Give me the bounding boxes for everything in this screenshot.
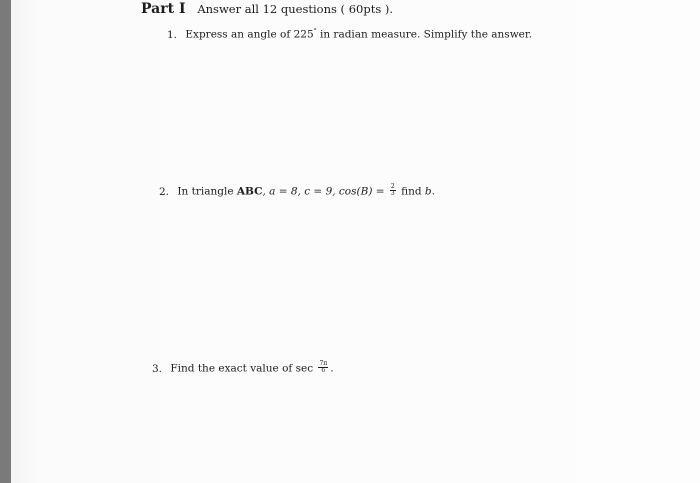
fraction-denominator: 3: [390, 190, 395, 197]
find-variable: b: [424, 185, 432, 198]
question-number: 3.: [152, 362, 163, 375]
question-number: 1.: [167, 28, 178, 41]
fraction: [318, 361, 328, 374]
document-page: [11, 0, 700, 483]
part-instructions: Answer all 12 questions ( 60pts ).: [197, 2, 394, 16]
fraction-numerator: 2: [390, 183, 395, 190]
question-number: 2.: [159, 185, 170, 198]
part-title: Part I: [141, 1, 186, 17]
fraction: [390, 184, 396, 197]
fraction-denominator: 6: [321, 367, 326, 374]
question-3: [152, 362, 334, 375]
given-values: , a = 8, c = 9, cos(B) =: [262, 185, 388, 198]
question-text: Find the exact value of sec: [170, 362, 317, 375]
part-header: [141, 1, 393, 17]
question-end: .: [330, 362, 334, 375]
left-edge-bar: [0, 0, 11, 483]
question-text-end: in radian measure. Simplify the answer.: [316, 28, 533, 41]
degree-symbol: °: [313, 28, 317, 35]
question-2: [159, 185, 435, 198]
question-end: .: [431, 185, 435, 198]
triangle-name: ABC: [236, 185, 263, 198]
question-text: Express an angle of 225: [185, 28, 314, 41]
fraction-numerator: 7π: [319, 360, 328, 367]
find-text: find: [397, 185, 425, 198]
question-text: In triangle: [177, 185, 237, 198]
question-1: [167, 28, 532, 41]
